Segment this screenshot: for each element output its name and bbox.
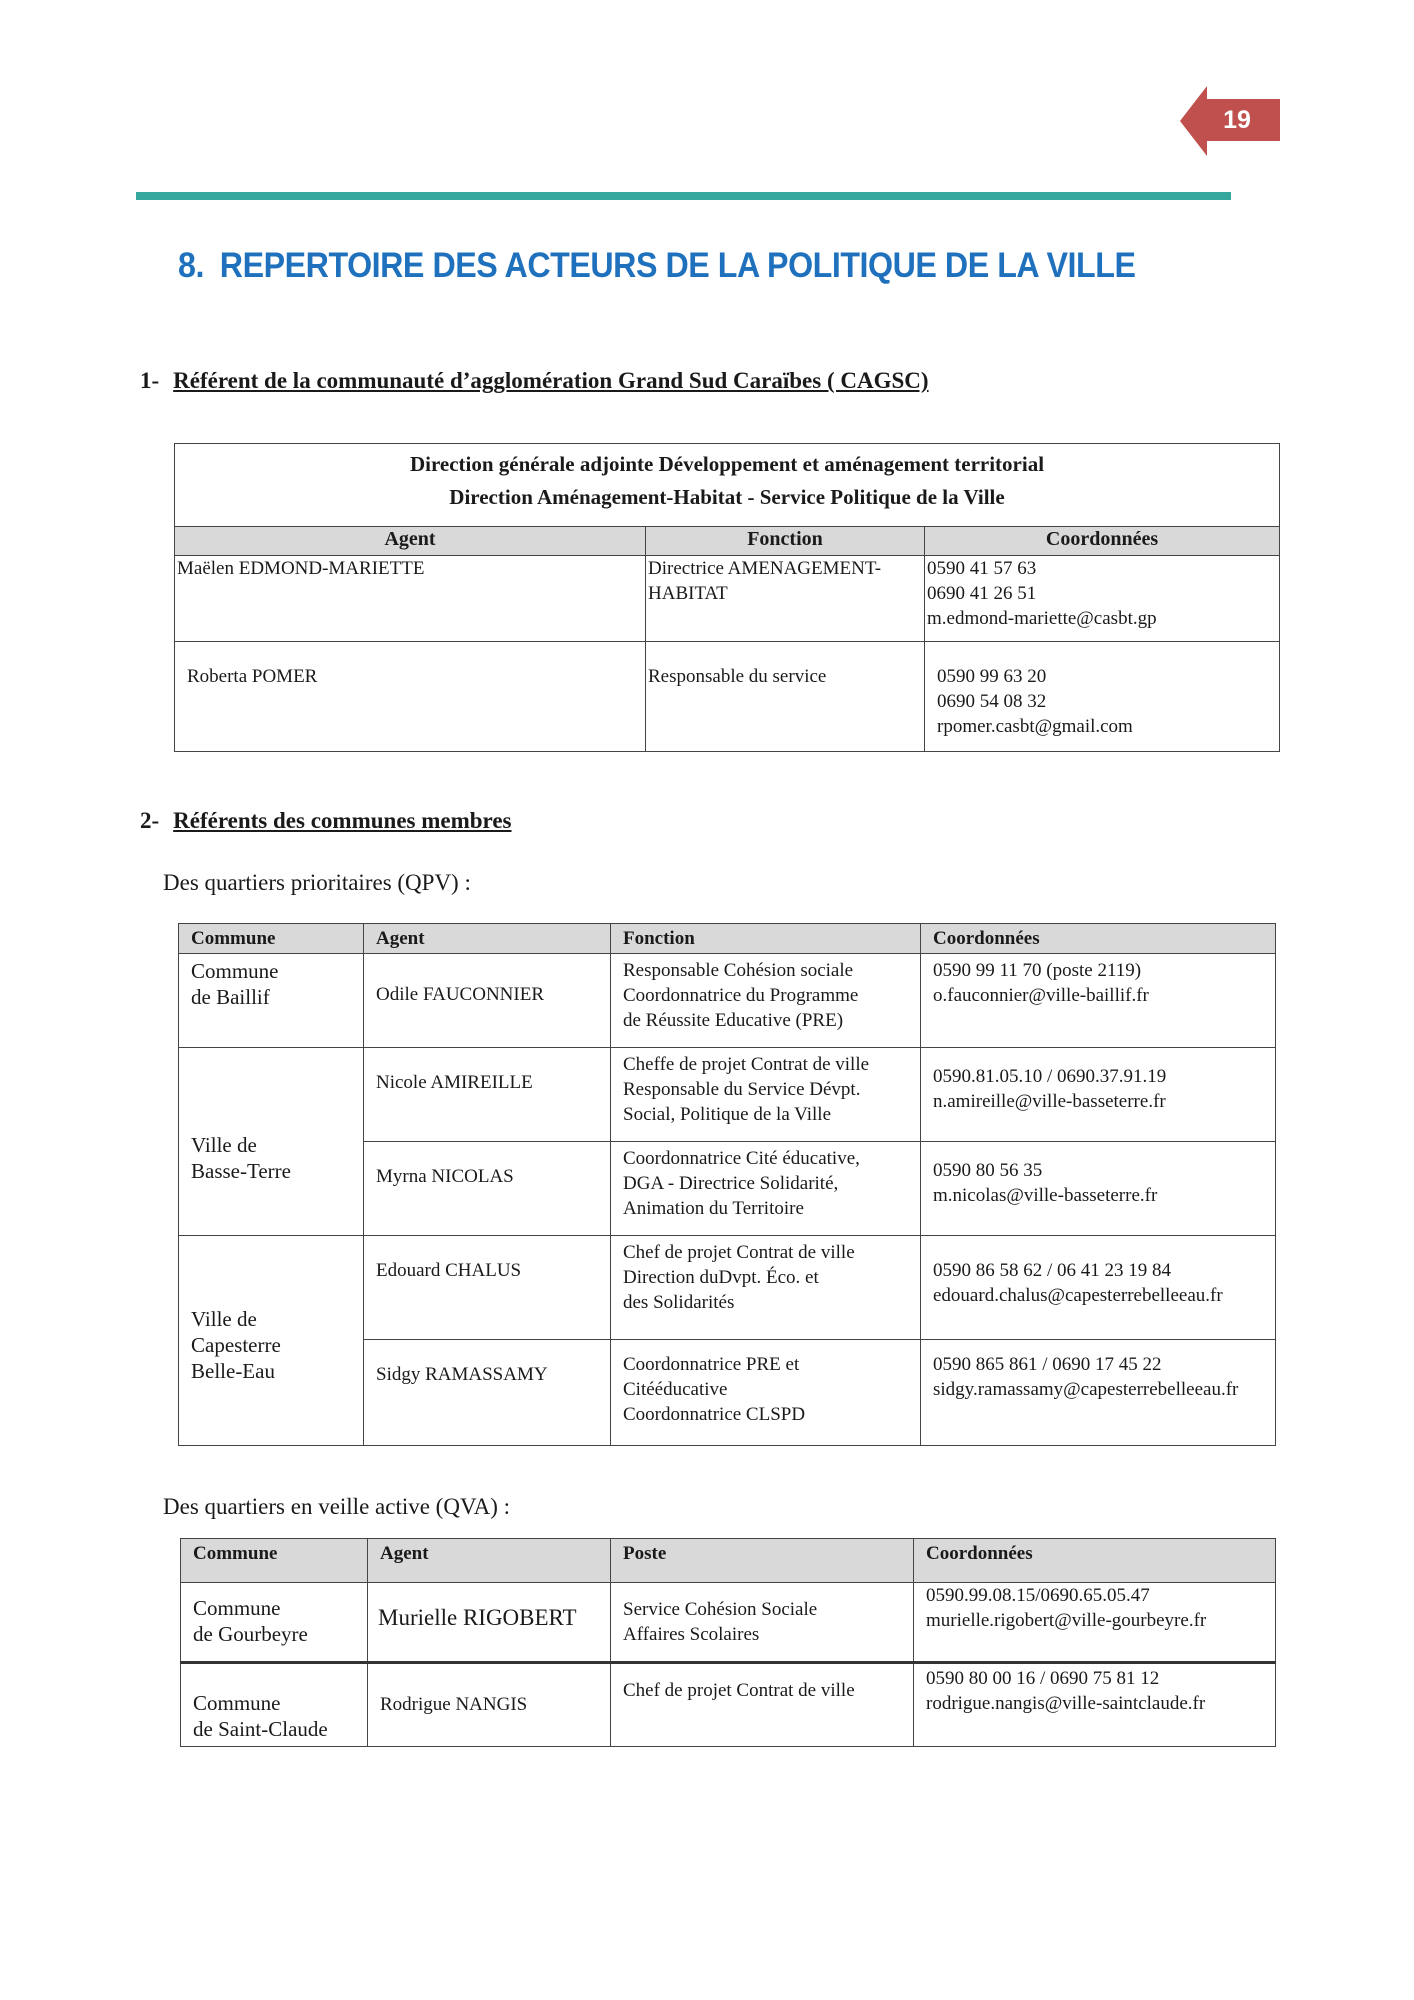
fonction-cell: Directrice AMENAGEMENT- HABITAT bbox=[646, 556, 925, 642]
chapter-title-text: REPERTOIRE DES ACTEURS DE LA POLITIQUE DE LA VILLE bbox=[219, 246, 1136, 285]
chapter-number: 8. bbox=[178, 246, 204, 285]
table-row bbox=[181, 1663, 1276, 1747]
commune-cell: Commune de Baillif bbox=[179, 954, 364, 1048]
coordonnees-cell: 0590 80 00 16 / 0690 75 81 12 rodrigue.nangis@ville-saintclaude.fr bbox=[914, 1663, 1276, 1747]
coordonnees-cell: 0590 41 57 63 0690 41 26 51 m.edmond-mariette@casbt.gp bbox=[925, 556, 1280, 642]
agent-cell: Murielle RIGOBERT bbox=[368, 1583, 611, 1663]
page-number-badge bbox=[1180, 86, 1280, 156]
section-1-heading bbox=[140, 368, 929, 394]
coordonnees-cell: 0590 86 58 62 / 06 41 23 19 84 edouard.chalus@capesterrebelleeau.fr bbox=[921, 1236, 1276, 1340]
fonction-cell: Coordonnatrice Cité éducative, DGA - Directrice Solidarité, Animation du Territoire bbox=[611, 1142, 921, 1236]
commune-cell: Commune de Saint-Claude bbox=[181, 1663, 368, 1747]
table-header-row bbox=[181, 1539, 1276, 1583]
table-row bbox=[179, 954, 1276, 1048]
table-row bbox=[181, 1583, 1276, 1663]
coordonnees-cell: 0590.81.05.10 / 0690.37.91.19 n.amireille@ville-basseterre.fr bbox=[921, 1048, 1276, 1142]
col-header-fonction: Fonction bbox=[611, 924, 921, 954]
cagsc-referent-table bbox=[174, 443, 1280, 752]
agent-cell: Odile FAUCONNIER bbox=[364, 954, 611, 1048]
section-2-number: 2- bbox=[140, 808, 160, 833]
agent-cell: Nicole AMIREILLE bbox=[364, 1048, 611, 1142]
table-row bbox=[179, 1236, 1276, 1340]
email-link[interactable]: murielle.rigobert@ville-gourbeyre.fr bbox=[926, 1610, 1207, 1631]
coordonnees-cell: 0590 865 861 / 0690 17 45 22 sidgy.ramassamy@capesterrebelleeau.fr bbox=[921, 1340, 1276, 1446]
chapter-title bbox=[178, 246, 1135, 286]
col-header-fonction: Fonction bbox=[646, 527, 925, 556]
email-link[interactable]: rpomer.casbt@gmail.com bbox=[937, 716, 1133, 737]
coordonnees-cell: 0590 99 11 70 (poste 2119) o.fauconnier@ville-baillif.fr bbox=[921, 954, 1276, 1048]
section-1-number: 1- bbox=[140, 368, 160, 393]
page-number: 19 bbox=[1223, 106, 1251, 134]
qpv-subheading: Des quartiers prioritaires (QPV) : bbox=[163, 870, 471, 895]
col-header-agent: Agent bbox=[175, 527, 646, 556]
col-header-coordonnees: Coordonnées bbox=[925, 527, 1280, 556]
table-banner: Direction générale adjointe Développement et aménagement territorial Direction Aménagement-Habitat - Service Politique de la Ville bbox=[175, 444, 1280, 527]
poste-cell: Service Cohésion Sociale Affaires Scolaires bbox=[611, 1583, 914, 1663]
col-header-agent: Agent bbox=[368, 1539, 611, 1583]
agent-cell: Sidgy RAMASSAMY bbox=[364, 1340, 611, 1446]
col-header-poste: Poste bbox=[611, 1539, 914, 1583]
coordonnees-cell: 0590 99 63 20 0690 54 08 32 rpomer.casbt@gmail.com bbox=[925, 642, 1280, 752]
email-link[interactable]: n.amireille@ville-basseterre.fr bbox=[933, 1091, 1166, 1112]
agent-cell: Roberta POMER bbox=[175, 642, 646, 752]
fonction-cell: Cheffe de projet Contrat de ville Responsable du Service Dévpt. Social, Politique de la Ville bbox=[611, 1048, 921, 1142]
agent-cell: Edouard CHALUS bbox=[364, 1236, 611, 1340]
header-rule bbox=[136, 192, 1231, 200]
col-header-coordonnees: Coordonnées bbox=[921, 924, 1276, 954]
col-header-coordonnees: Coordonnées bbox=[914, 1539, 1276, 1583]
table-header-row bbox=[175, 527, 1280, 556]
col-header-commune: Commune bbox=[181, 1539, 368, 1583]
fonction-cell: Responsable Cohésion sociale Coordonnatrice du Programme de Réussite Educative (PRE) bbox=[611, 954, 921, 1048]
commune-cell: Ville de Capesterre Belle-Eau bbox=[179, 1236, 364, 1446]
commune-cell: Ville de Basse-Terre bbox=[179, 1048, 364, 1236]
table-row bbox=[175, 642, 1280, 752]
commune-cell: Commune de Gourbeyre bbox=[181, 1583, 368, 1663]
agent-cell: Myrna NICOLAS bbox=[364, 1142, 611, 1236]
email-link[interactable]: rodrigue.nangis@ville-saintclaude.fr bbox=[926, 1693, 1206, 1714]
fonction-cell: Coordonnatrice PRE et Citééducative Coordonnatrice CLSPD bbox=[611, 1340, 921, 1446]
fonction-cell: Responsable du service bbox=[646, 642, 925, 752]
poste-cell: Chef de projet Contrat de ville bbox=[611, 1663, 914, 1747]
section-2-title: Référents des communes membres bbox=[173, 808, 512, 833]
col-header-agent: Agent bbox=[364, 924, 611, 954]
coordonnees-cell: 0590.99.08.15/0690.65.05.47 murielle.rigobert@ville-gourbeyre.fr bbox=[914, 1583, 1276, 1663]
col-header-commune: Commune bbox=[179, 924, 364, 954]
email-link[interactable]: m.edmond-mariette@casbt.gp bbox=[927, 608, 1157, 629]
table-row bbox=[175, 556, 1280, 642]
email-link[interactable]: sidgy.ramassamy@capesterrebelleeau.fr bbox=[933, 1379, 1239, 1400]
agent-cell: Maëlen EDMOND-MARIETTE bbox=[175, 556, 646, 642]
coordonnees-cell: 0590 80 56 35 m.nicolas@ville-basseterre.fr bbox=[921, 1142, 1276, 1236]
section-1-title: Référent de la communauté d’agglomération Grand Sud Caraïbes ( CAGSC) bbox=[173, 368, 929, 393]
section-2-heading bbox=[140, 808, 512, 834]
email-link[interactable]: m.nicolas@ville-basseterre.fr bbox=[933, 1185, 1158, 1206]
table-row bbox=[179, 1048, 1276, 1142]
email-link[interactable]: o.fauconnier@ville-baillif.fr bbox=[933, 985, 1149, 1006]
qpv-table bbox=[178, 923, 1276, 1446]
qva-table bbox=[180, 1538, 1276, 1747]
agent-cell: Rodrigue NANGIS bbox=[368, 1663, 611, 1747]
table-header-row bbox=[179, 924, 1276, 954]
qva-subheading: Des quartiers en veille active (QVA) : bbox=[163, 1494, 511, 1519]
fonction-cell: Chef de projet Contrat de ville Direction duDvpt. Éco. et des Solidarités bbox=[611, 1236, 921, 1340]
email-link[interactable]: edouard.chalus@capesterrebelleeau.fr bbox=[933, 1285, 1223, 1306]
